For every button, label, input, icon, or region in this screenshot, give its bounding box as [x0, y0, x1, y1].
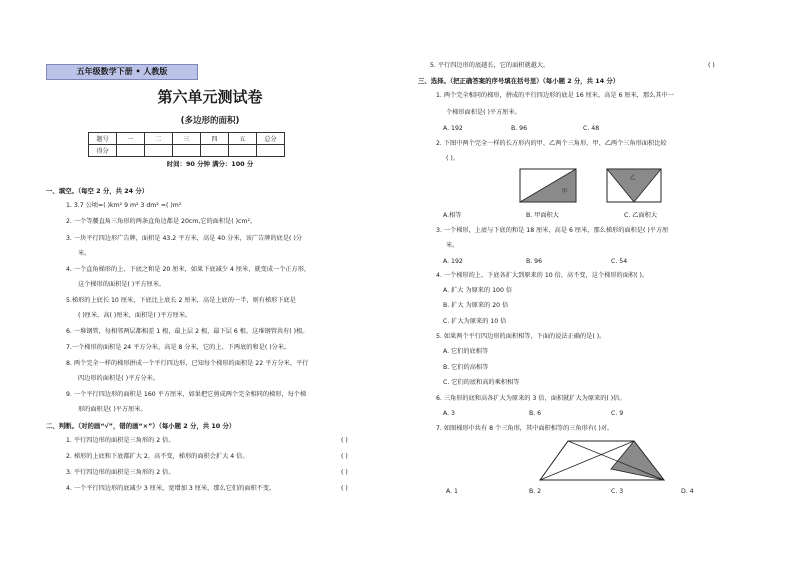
- option-a[interactable]: A. 3: [443, 410, 455, 417]
- question-line: 个梯形面积是( )平方厘米。: [446, 109, 521, 116]
- score-cell: 二: [145, 133, 173, 145]
- score-cell[interactable]: [257, 145, 285, 157]
- option-b[interactable]: B. 扩大 为原来的 20 倍: [443, 302, 509, 309]
- question-line: 米。: [78, 250, 91, 257]
- score-cell: 一: [117, 133, 145, 145]
- section-1-title: 一、填空。（每空 2 分，共 24 分）: [46, 187, 149, 195]
- exam-info: 时间：90 分钟 满分：100 分: [166, 160, 254, 168]
- question-line: 7. 如图梯形中共有 8 个三角形，其中面积相等的三角形有( )对。: [436, 425, 614, 432]
- answer-paren[interactable]: ( ): [341, 453, 348, 460]
- score-table-header-row: [89, 133, 285, 145]
- answer-paren[interactable]: ( ): [708, 62, 715, 69]
- score-cell: 三: [173, 133, 201, 145]
- judge-line: 4. 一个平行四边形的底减少 3 厘米，宽增加 3 厘米，那么它们的面积不变。: [66, 485, 276, 492]
- question-line: 8. 两个完全一样的梯形拼成一个平行四边形，已知每个梯形的面积是 22 平方分米，平行: [66, 360, 309, 367]
- question-line: 2. 下图中两个完全一样的长方形内的甲、乙两个三角形，甲、乙两个三角形面积比较: [436, 140, 667, 147]
- question-line: 4. 一个梯形的上、下底各扩大到原来的 10 倍，高不变，这个梯形的面积( )。: [436, 272, 649, 279]
- score-table: [88, 132, 285, 157]
- option-a[interactable]: A. 它们的底相等: [443, 348, 489, 355]
- trapezoid-figure: [538, 440, 668, 482]
- question-line: 7.一个梯形的面积是 24 平方分米，高是 8 分米，它的上、下两底的和是( )分米。: [66, 344, 291, 351]
- score-cell[interactable]: [201, 145, 229, 157]
- option-c[interactable]: C. 9: [611, 410, 624, 417]
- label-yi: 乙: [630, 175, 636, 181]
- score-cell: 总分: [257, 133, 285, 145]
- option-d[interactable]: D. 4: [681, 488, 694, 495]
- judge-line: 5. 平行四边形的底越长，它的面积就越大。: [430, 62, 550, 69]
- grade-badge: 五年级数学下册 • 人教版: [46, 64, 198, 80]
- question-line: 9. 一个平行四边形的面积是 160 平方厘米，如果把它剪成两个完全相同的梯形，每个梯: [66, 391, 307, 398]
- question-line: 6. 三角形的底和高各扩大为原来的 3 倍，面积就扩大为原来的( )倍。: [436, 395, 626, 402]
- page-subtitle: (多边形的面积): [180, 116, 240, 126]
- rectangles-figure: [519, 168, 671, 204]
- question-line: 1. 两个完全相同的梯形，拼成的平行四边形的底是 16 厘米，高是 6 厘米，那么其中一: [436, 92, 674, 99]
- judge-line: 3. 平行四边形的面积是三角形的 2 倍。: [66, 469, 175, 476]
- answer-paren[interactable]: ( ): [341, 437, 348, 444]
- question-line: 四边形的面积是( )平方分米。: [78, 375, 160, 382]
- option-a[interactable]: A. 192: [443, 258, 463, 265]
- option-b[interactable]: B. 甲面积大: [526, 212, 559, 219]
- section-2-title: 二、判断。（对的画“√”，错的画“×”）（每小题 2 分，共 10 分）: [46, 422, 236, 430]
- page-title: 第六单元测试卷: [157, 88, 263, 106]
- option-b[interactable]: B. 它们的高相等: [443, 364, 489, 371]
- question-line: 3. 一个梯形，上底与下底的和是 18 厘米，高是 6 厘米，那么梯形的面积是( )平方厘: [436, 227, 669, 234]
- option-b[interactable]: B. 96: [526, 258, 543, 265]
- score-cell[interactable]: [117, 145, 145, 157]
- answer-paren[interactable]: ( ): [341, 485, 348, 492]
- question-line: 5.梯形的上底长 10 厘米，下底比上底长 2 厘米，高是上底的一半，则有梯形下底是: [66, 297, 296, 304]
- option-c[interactable]: C. 3: [611, 488, 624, 495]
- option-b[interactable]: B. 2: [529, 488, 542, 495]
- score-cell[interactable]: [173, 145, 201, 157]
- question-line: 2. 一个等腰直角三角形的两条直角边都是 20cm,它的面积是( )cm²。: [66, 218, 257, 225]
- question-line: ( )。: [446, 155, 459, 162]
- score-cell[interactable]: [145, 145, 173, 157]
- section-3-title: 三、选择。（把正确答案的序号填在括号里）（每小题 2 分，共 14 分）: [418, 77, 620, 85]
- option-a[interactable]: A. 扩大 为原来的 100 倍: [443, 287, 513, 294]
- judge-line: 2. 梯形的上底和下底都扩大 2，高不变，梯形的面积会扩大 4 倍。: [66, 453, 249, 460]
- score-cell: 得分: [89, 145, 117, 157]
- question-line: 这个梯形的面积是( )平方厘米。: [78, 281, 166, 288]
- option-b[interactable]: B. 6: [529, 410, 542, 417]
- question-line: ( )厘米，高( )厘米，面积是( )平方厘米。: [78, 312, 192, 319]
- score-cell: 题号: [89, 133, 117, 145]
- option-c[interactable]: C. 54: [611, 258, 628, 265]
- question-line: 6. 一堆钢管，每相邻两层都相差 1 根，最上层 2 根，最下层 6 根，这堆钢管共有( )根。: [66, 328, 309, 335]
- option-c[interactable]: C. 乙面积大: [624, 212, 658, 219]
- option-a[interactable]: A.相等: [443, 212, 462, 219]
- option-a[interactable]: A. 192: [443, 125, 463, 132]
- label-jia: 甲: [562, 189, 568, 195]
- option-c[interactable]: C. 48: [583, 125, 600, 132]
- question-line: 5. 如果两个平行四边形的面积相等，下面的说法正确的是( )。: [436, 333, 606, 340]
- question-line: 4. 一个直角梯形的上、下底之和是 20 厘米，如果下底减少 4 厘米，就变成一个正方形，: [66, 266, 311, 273]
- question-line: 3. 一块平行四边形广告牌，面积是 43.2 平方米，高是 40 分米，该广告牌的底是( )分: [66, 235, 302, 242]
- judge-line: 1. 平行四边形的面积是三角形的 2 倍。: [66, 437, 175, 444]
- question-line: 1. 3.7 公顷=( )km² 9 m² 3 dm² =( )m²: [66, 202, 182, 209]
- option-c[interactable]: C. 扩大为原来的 10 倍: [443, 318, 507, 325]
- question-line: 米。: [446, 242, 459, 249]
- option-c[interactable]: C. 它们的底和高的乘积相等: [443, 379, 520, 386]
- option-a[interactable]: A. 1: [446, 488, 458, 495]
- score-cell: 五: [229, 133, 257, 145]
- question-line: 形的面积是( )平方厘米。: [78, 406, 147, 413]
- answer-paren[interactable]: ( ): [341, 469, 348, 476]
- score-cell: 四: [201, 133, 229, 145]
- score-cell[interactable]: [229, 145, 257, 157]
- option-b[interactable]: B. 96: [511, 125, 528, 132]
- score-table-score-row: [89, 145, 285, 157]
